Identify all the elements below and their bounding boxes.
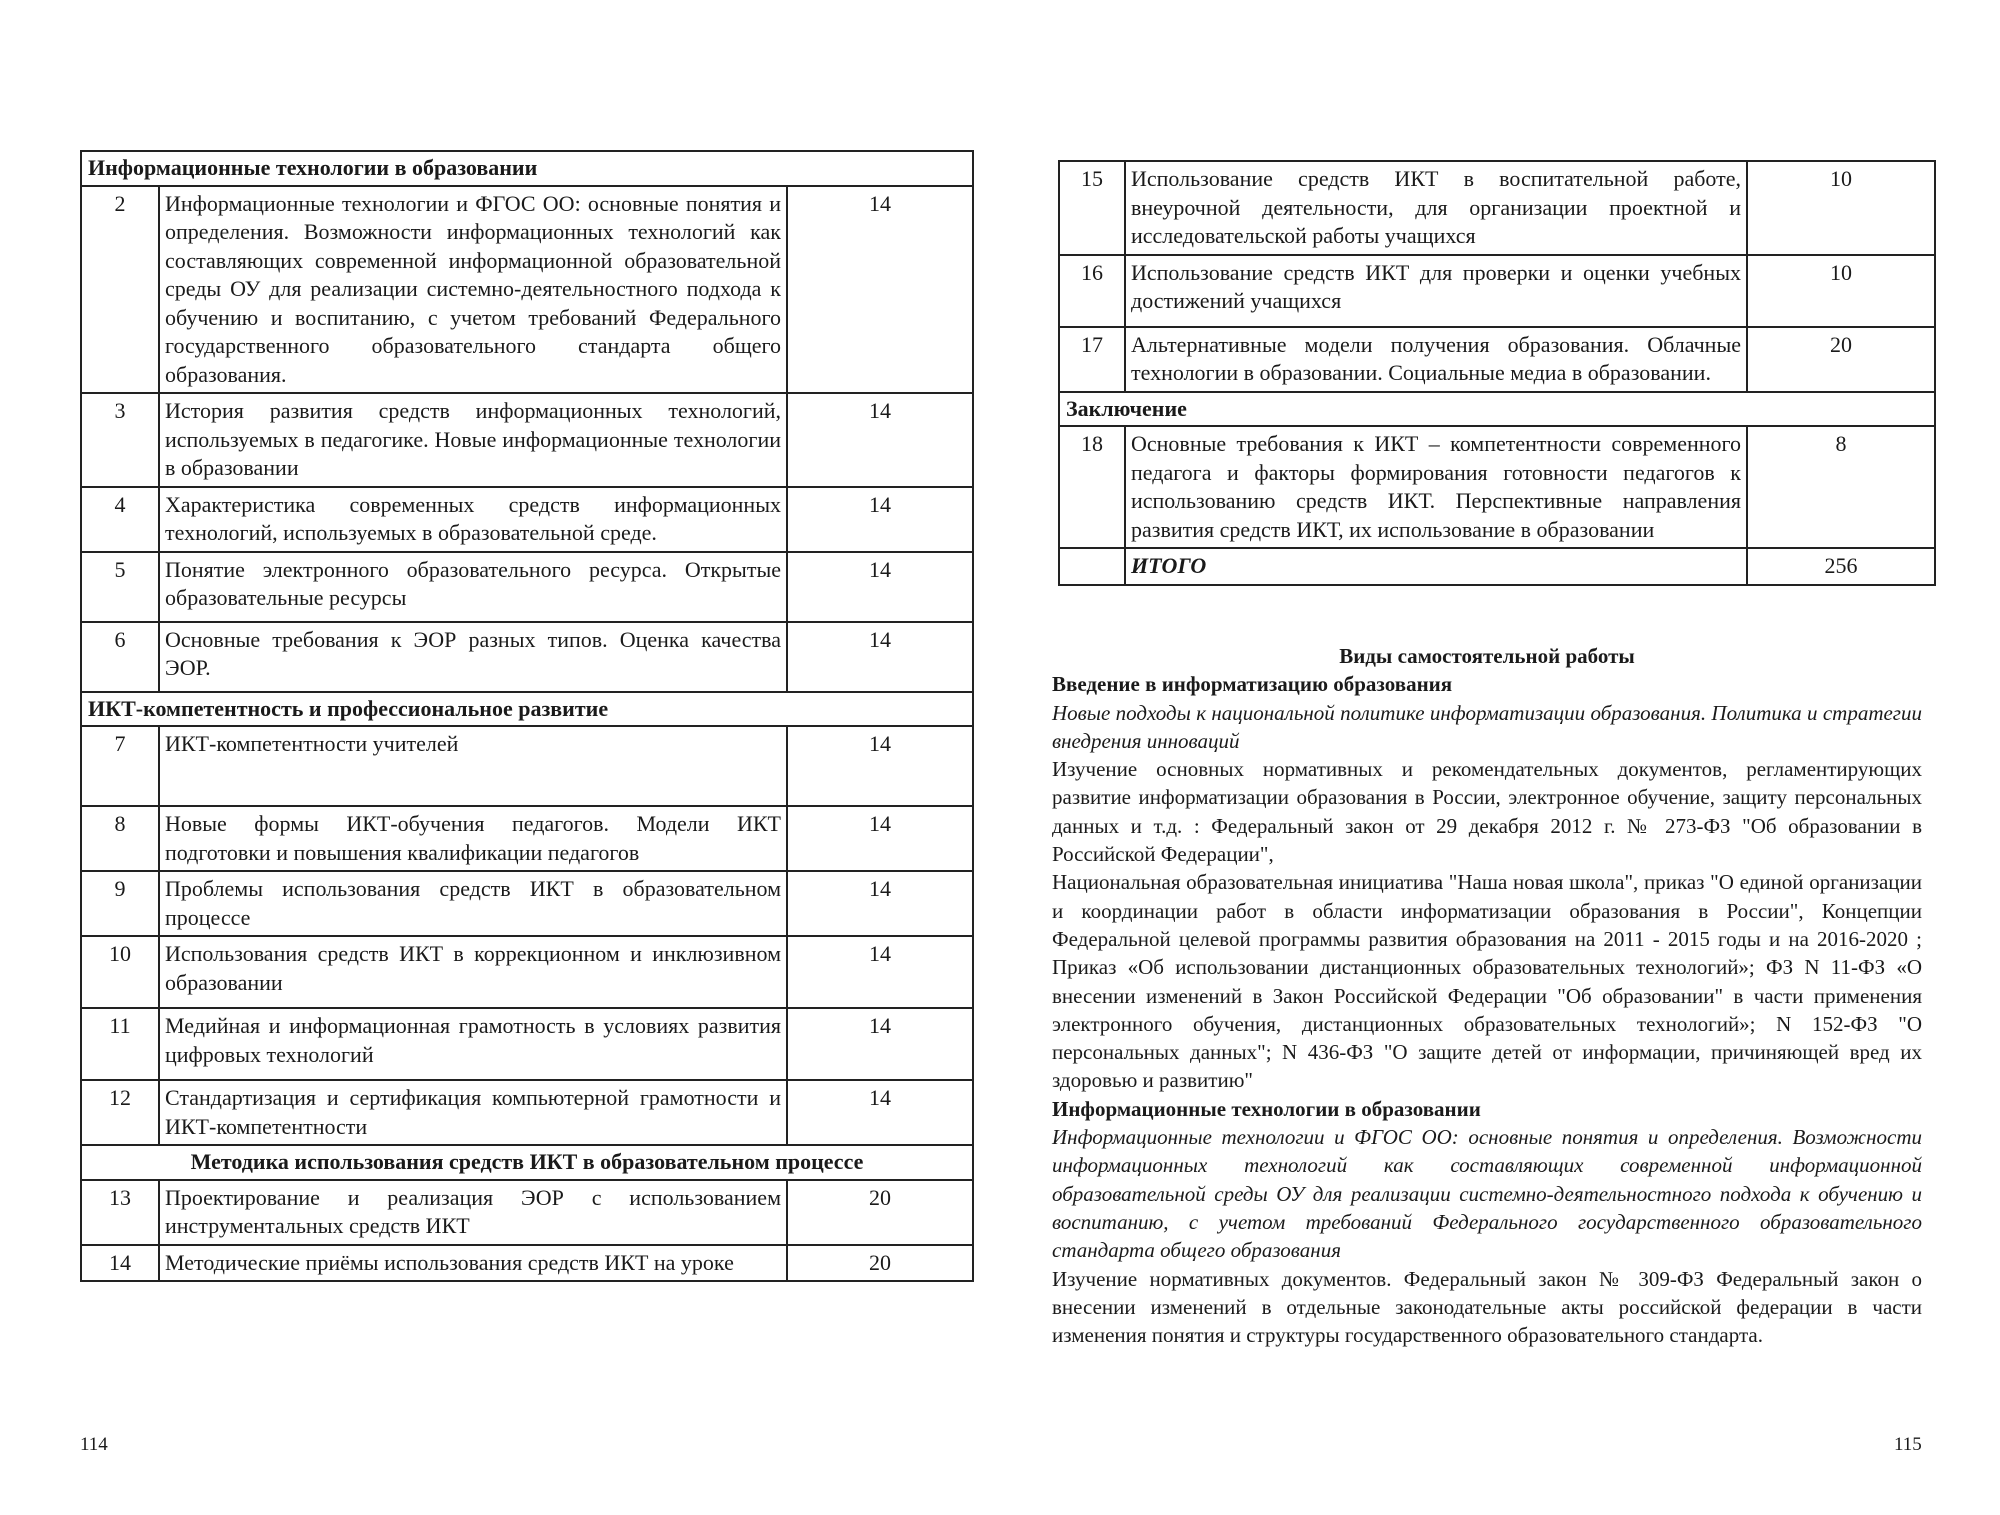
- table-row: [81, 1008, 973, 1080]
- italic-topic: Новые подходы к национальной политике информатизации образования. Политика и стратегии внедрения инноваций: [1052, 700, 1922, 753]
- table-row: [81, 1180, 973, 1245]
- row-topic: Проблемы использования средств ИКТ в образовательном процессе: [159, 871, 787, 936]
- row-topic: Медийная и информационная грамотность в условиях развития цифровых технологий: [159, 1008, 787, 1080]
- section-heading: Виды самостоятельной работы: [1339, 644, 1635, 668]
- row-topic: Использования средств ИКТ в коррекционном и инклюзивном образовании: [159, 936, 787, 1008]
- total-value: 256: [1747, 548, 1935, 585]
- section-row: [81, 692, 973, 727]
- total-label: ИТОГО: [1125, 548, 1747, 585]
- table-row: [1059, 426, 1935, 548]
- table-row: [81, 1080, 973, 1145]
- paragraph: Изучение нормативных документов. Федеральный закон № 309-ФЗ Федеральный закон о внесении изменений в отдельные законодательные акты российской федерации в части изменения понятия и структуры государственного образовательного стандарта.: [1052, 1266, 1922, 1348]
- section-title: Информационные технологии в образовании: [81, 151, 973, 186]
- row-topic: История развития средств информационных технологий, используемых в педагогике. Новые информационные технологии в образовании: [159, 393, 787, 487]
- row-topic: ИКТ-компетентности учителей: [159, 726, 787, 806]
- row-topic: Методические приёмы использования средств ИКТ на уроке: [159, 1245, 787, 1282]
- row-hours: 14: [787, 393, 973, 487]
- page-number: 115: [1894, 1434, 1922, 1455]
- row-number: 14: [81, 1245, 159, 1282]
- row-number: 10: [81, 936, 159, 1008]
- independent-work-text: [1052, 642, 1922, 1349]
- row-number: 18: [1059, 426, 1125, 548]
- page-number: 114: [80, 1434, 108, 1455]
- row-hours: 14: [787, 806, 973, 871]
- section-row: [1059, 392, 1935, 427]
- paragraph: Изучение основных нормативных и рекомендательных документов, регламентирующих развитие информатизации образования в России, электронное обучение, защиту персональных данных и т.д. : Федеральный закон от 29 декабря 2012 г. № 273-ФЗ "Об образовании в Российской Федерации",: [1052, 757, 1922, 867]
- section-row: [81, 1145, 973, 1180]
- table-row: [81, 871, 973, 936]
- row-hours: 14: [787, 487, 973, 552]
- row-hours: 20: [1747, 327, 1935, 392]
- row-topic: Основные требования к ЭОР разных типов. Оценка качества ЭОР.: [159, 622, 787, 692]
- row-topic: Стандартизация и сертификация компьютерной грамотности и ИКТ-компетентности: [159, 1080, 787, 1145]
- row-hours: 14: [787, 622, 973, 692]
- row-number: 4: [81, 487, 159, 552]
- row-hours: 14: [787, 726, 973, 806]
- table-row: [81, 936, 973, 1008]
- total-spacer: [1059, 548, 1125, 585]
- table-row: [81, 186, 973, 394]
- row-topic: Новые формы ИКТ-обучения педагогов. Модели ИКТ подготовки и повышения квалификации педагогов: [159, 806, 787, 871]
- section-title: Заключение: [1059, 392, 1935, 427]
- subheading: Введение в информатизацию образования: [1052, 672, 1453, 697]
- table-row: [81, 726, 973, 806]
- row-number: 8: [81, 806, 159, 871]
- row-topic: Альтернативные модели получения образования. Облачные технологии в образовании. Социальные медиа в образовании.: [1125, 327, 1747, 392]
- row-hours: 14: [787, 186, 973, 394]
- paragraph: Национальная образовательная инициатива "Наша новая школа", приказ "О единой организации и координации работ в области информатизации образования в России", Концепции Федеральной целевой программы развития образования на 2011 - 2015 годы и на 2016-2020 ; Приказ «Об использовании дистанционных образовательных технологий»; ФЗ N 11-ФЗ «О внесении изменений в Закон Российской Федерации "Об образовании" в части применения электронного обучения, дистанционных образовательных технологий»; N 152-ФЗ "О персональных данных"; N 436-ФЗ "О защите детей от информации, причиняющей вред их здоровью и развитию": [1052, 870, 1922, 1093]
- row-hours: 8: [1747, 426, 1935, 548]
- row-number: 6: [81, 622, 159, 692]
- row-hours: 20: [787, 1245, 973, 1282]
- table-row: [81, 806, 973, 871]
- row-hours: 10: [1747, 161, 1935, 255]
- section-title: Методика использования средств ИКТ в образовательном процессе: [81, 1145, 973, 1180]
- row-number: 9: [81, 871, 159, 936]
- row-hours: 20: [787, 1180, 973, 1245]
- row-number: 16: [1059, 255, 1125, 327]
- row-hours: 14: [787, 552, 973, 622]
- table-row: [81, 622, 973, 692]
- row-number: 15: [1059, 161, 1125, 255]
- row-topic: Информационные технологии и ФГОС ОО: основные понятия и определения. Возможности информационных технологий как составляющих современной информационной образовательной среды ОУ для реализации системно-деятельностного подхода к обучению и воспитанию, с учетом требований Федерального государственного образовательного стандарта общего образования.: [159, 186, 787, 394]
- curriculum-table-right: [1058, 160, 1936, 586]
- row-hours: 10: [1747, 255, 1935, 327]
- table-row: [81, 552, 973, 622]
- row-topic: Понятие электронного образовательного ресурса. Открытые образовательные ресурсы: [159, 552, 787, 622]
- italic-topic: Информационные технологии и ФГОС ОО: основные понятия и определения. Возможности информационных технологий как составляющих современной информационной образовательной среды ОУ для реализации системно-деятельностного подхода к обучению и воспитанию, с учетом требований Федерального государственного образовательного стандарта общего образования: [1052, 1125, 1922, 1263]
- row-hours: 14: [787, 871, 973, 936]
- row-topic: Использование средств ИКТ в воспитательной работе, внеурочной деятельности, для организации проектной и исследовательской работы учащихся: [1125, 161, 1747, 255]
- total-row: [1059, 548, 1935, 585]
- section-row: [81, 151, 973, 186]
- table-row: [81, 1245, 973, 1282]
- row-number: 7: [81, 726, 159, 806]
- row-topic: Использование средств ИКТ для проверки и оценки учебных достижений учащихся: [1125, 255, 1747, 327]
- row-topic: Основные требования к ИКТ – компетентности современного педагога и факторы формирования готовности педагогов к использованию средств ИКТ. Перспективные направления развития средств ИКТ, их использование в образовании: [1125, 426, 1747, 548]
- row-hours: 14: [787, 1080, 973, 1145]
- row-number: 5: [81, 552, 159, 622]
- subheading: Информационные технологии в образовании: [1052, 1096, 1481, 1121]
- row-number: 2: [81, 186, 159, 394]
- row-number: 12: [81, 1080, 159, 1145]
- row-hours: 14: [787, 1008, 973, 1080]
- row-number: 11: [81, 1008, 159, 1080]
- row-number: 3: [81, 393, 159, 487]
- row-topic: Характеристика современных средств информационных технологий, используемых в образовательной среде.: [159, 487, 787, 552]
- table-row: [81, 393, 973, 487]
- row-number: 13: [81, 1180, 159, 1245]
- row-hours: 14: [787, 936, 973, 1008]
- row-topic: Проектирование и реализация ЭОР с использованием инструментальных средств ИКТ: [159, 1180, 787, 1245]
- table-row: [1059, 327, 1935, 392]
- table-row: [1059, 161, 1935, 255]
- section-title: ИКТ-компетентность и профессиональное развитие: [81, 692, 973, 727]
- table-row: [81, 487, 973, 552]
- row-number: 17: [1059, 327, 1125, 392]
- curriculum-table-left: [80, 150, 974, 1282]
- table-row: [1059, 255, 1935, 327]
